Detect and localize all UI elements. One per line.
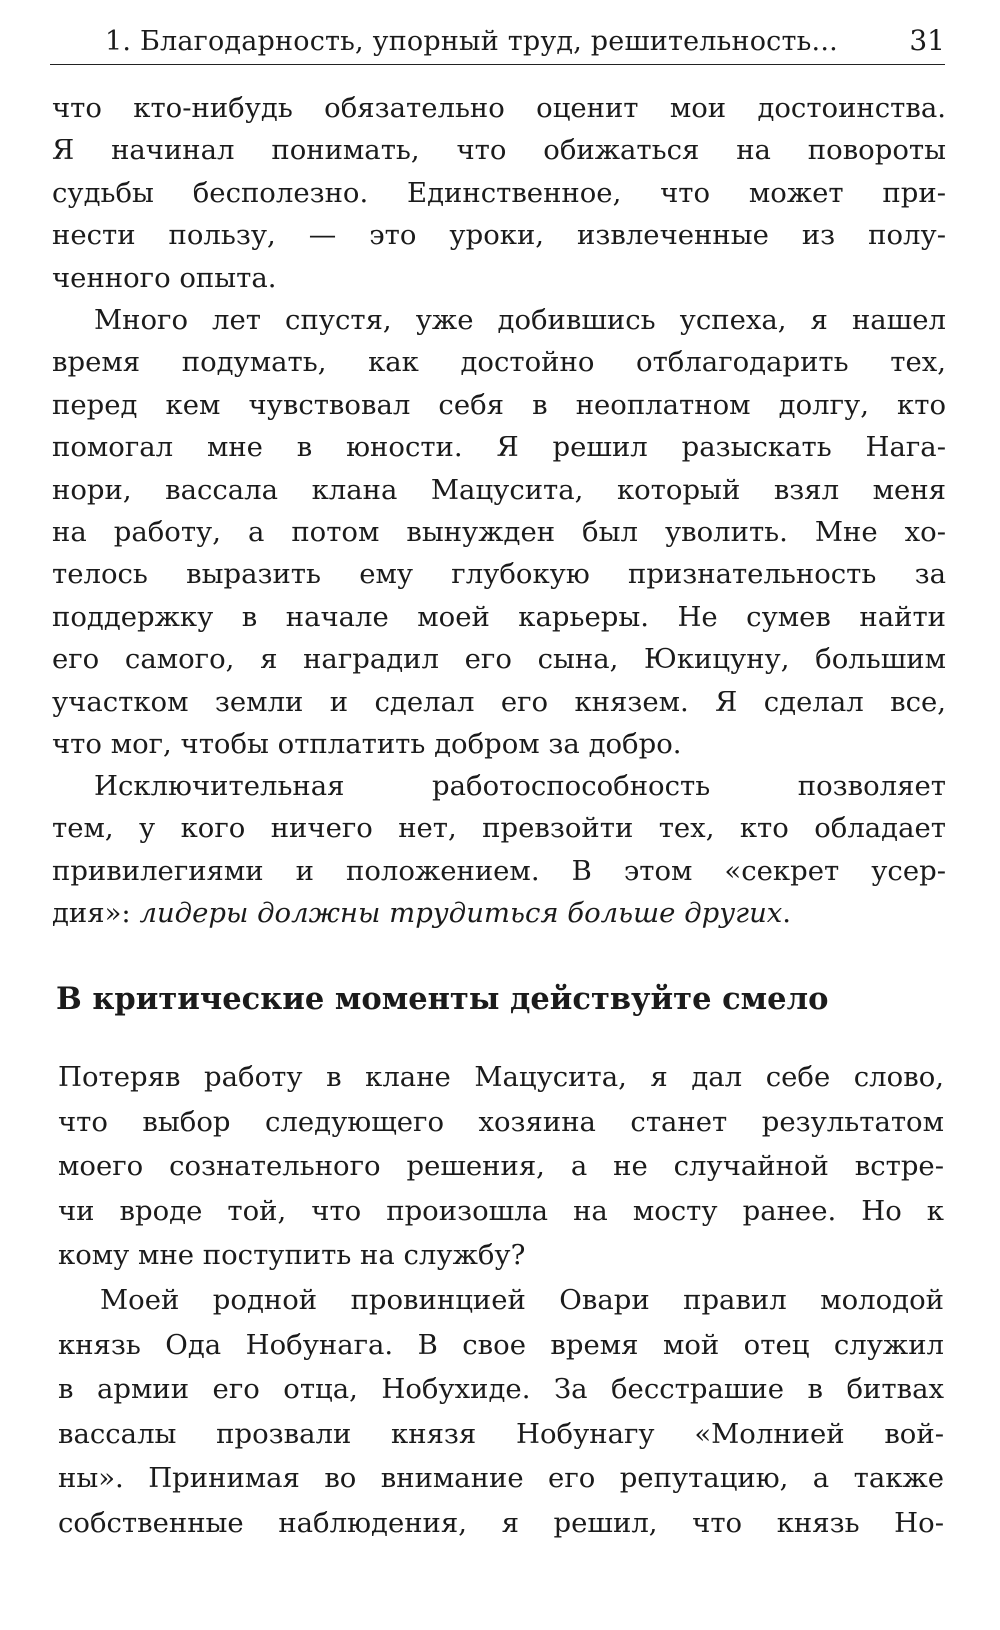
text-line: что выбор следующего хозяина станет результатом xyxy=(58,1105,944,1138)
text-line: его самого, я наградил его сына, Юкицуну, большим xyxy=(52,643,946,676)
text-line: на работу, а потом вынужден был уволить. Мне хо- xyxy=(52,515,946,548)
text-line: чи вроде той, что произошла на мосту ранее. Но к xyxy=(58,1194,944,1227)
paragraph-gratitude xyxy=(52,299,946,765)
text-line: помогал мне в юности. Я решил разыскать Нага- xyxy=(52,431,946,464)
page-number: 31 xyxy=(909,24,945,57)
paragraph-new-master xyxy=(58,1055,944,1278)
paragraph-continuation xyxy=(52,87,946,299)
text-line: Много лет спустя, уже добившись успеха, я нашел xyxy=(94,304,946,336)
text-line: ны». Принимая во внимание его репутацию, а также xyxy=(58,1462,944,1495)
text-line: нести пользу, — это уроки, извлеченные из полу- xyxy=(52,219,946,252)
section-heading: В критические моменты действуйте смело xyxy=(56,981,829,1017)
text-line: нори, вассала клана Мацусита, который взял меня xyxy=(52,473,946,506)
text-line: вассалы прозвали князя Нобунагу «Молнией вой- xyxy=(58,1417,944,1450)
text-line: участком земли и сделал его князем. Я сделал все, xyxy=(52,685,946,718)
text-line: поддержку в начале моей карьеры. Не сумев найти xyxy=(52,600,946,633)
text-line: тем, у кого ничего нет, превзойти тех, кто обладает xyxy=(52,812,946,845)
text-line: судьбы бесполезно. Единственное, что может при- xyxy=(52,176,946,209)
text-line: перед кем чувствовал себя в неоплатном долгу, кто xyxy=(52,388,946,421)
text-line: Потеряв работу в клане Мацусита, я дал себе слово, xyxy=(58,1061,944,1093)
text-line: моего сознательного решения, а не случайной встре- xyxy=(58,1150,944,1183)
running-header xyxy=(50,22,945,65)
text-line xyxy=(52,892,946,934)
text-line: Моей родной провинцией Овари правил молодой xyxy=(100,1284,944,1316)
paragraph-nobunaga xyxy=(58,1278,944,1546)
text-line: в армии его отца, Нобухиде. За бесстрашие в битвах xyxy=(58,1373,944,1406)
text-line: кому мне поступить на службу? xyxy=(58,1239,526,1272)
text-line: собственные наблюдения, я решил, что князь Но- xyxy=(58,1506,944,1539)
running-title: 1. Благодарность, упорный труд, решительность... xyxy=(105,26,838,57)
paragraph-diligence xyxy=(52,765,946,935)
text-line: время подумать, как достойно отблагодарить тех, xyxy=(52,346,946,379)
text-line: телось выразить ему глубокую признательность за xyxy=(52,558,946,591)
text-plain: . xyxy=(782,897,792,930)
text-line: привилегиями и положением. В этом «секрет усер- xyxy=(52,854,946,887)
text-line: ченного опыта. xyxy=(52,261,277,294)
text-plain: дия»: xyxy=(52,897,140,930)
text-line: что мог, чтобы отплатить добром за добро. xyxy=(52,727,682,760)
text-line: Я начинал понимать, что обижаться на повороты xyxy=(52,134,946,167)
text-line: князь Ода Нобунага. В свое время мой отец служил xyxy=(58,1328,944,1361)
text-line: Исключительная работоспособность позволяет xyxy=(94,770,946,802)
emphasis-text: лидеры должны трудиться больше других xyxy=(139,897,783,930)
text-line: что кто-нибудь обязательно оценит мои достоинства. xyxy=(52,92,946,124)
